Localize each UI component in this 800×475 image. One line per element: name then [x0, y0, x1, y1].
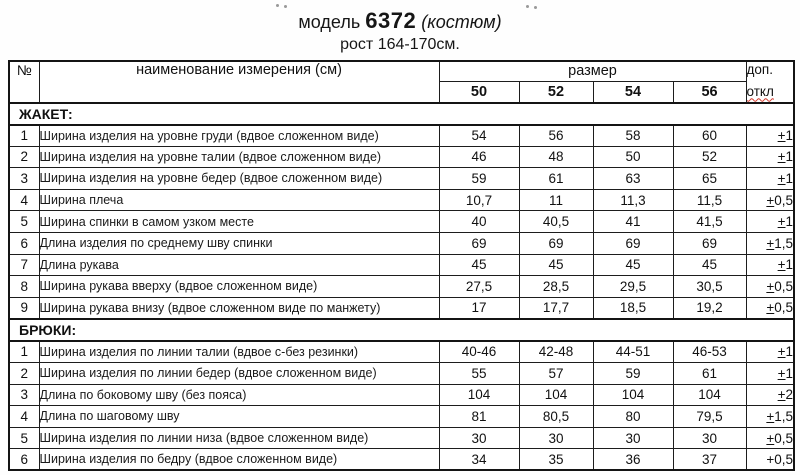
title-suffix: (костюм) [421, 12, 502, 32]
row-measurement-name: Длина по боковому шву (без пояса) [39, 384, 439, 406]
row-value-size-52: 30 [519, 427, 593, 449]
row-deviation: +1,5 [746, 232, 794, 254]
scan-artifact-dot [526, 5, 529, 8]
col-header-deviation [746, 61, 794, 103]
row-value-size-50: 81 [439, 406, 519, 428]
row-number: 3 [9, 168, 39, 190]
col-header-size-54: 54 [593, 82, 673, 103]
row-number: 9 [9, 297, 39, 319]
title-line [298, 8, 502, 33]
table-header [9, 61, 794, 103]
row-value-size-54: 45 [593, 254, 673, 276]
col-header-size-56: 56 [673, 82, 746, 103]
row-measurement-name: Ширина изделия на уровне груди (вдвое сложенном виде) [39, 125, 439, 147]
row-value-size-54: 30 [593, 427, 673, 449]
row-value-size-52: 48 [519, 146, 593, 168]
table-row [9, 406, 794, 428]
row-deviation: +1 [746, 254, 794, 276]
row-deviation: +0,5 [746, 427, 794, 449]
row-deviation: +0,5 [746, 189, 794, 211]
row-measurement-name: Ширина изделия на уровне талии (вдвое сложенном виде) [39, 146, 439, 168]
row-value-size-54: 104 [593, 384, 673, 406]
row-value-size-56: 37 [673, 449, 746, 471]
title-model-number: 6372 [365, 8, 417, 33]
row-number: 5 [9, 211, 39, 233]
row-number: 3 [9, 384, 39, 406]
row-number: 1 [9, 125, 39, 147]
measurements-body [9, 103, 794, 471]
row-value-size-54: 69 [593, 232, 673, 254]
row-deviation: +1 [746, 168, 794, 190]
col-header-size-52: 52 [519, 82, 593, 103]
row-number: 2 [9, 362, 39, 384]
row-number: 2 [9, 146, 39, 168]
table-row [9, 189, 794, 211]
row-value-size-56: 11,5 [673, 189, 746, 211]
row-value-size-50: 104 [439, 384, 519, 406]
row-deviation: +0,5 [746, 276, 794, 298]
row-value-size-52: 61 [519, 168, 593, 190]
row-value-size-50: 17 [439, 297, 519, 319]
row-value-size-52: 17,7 [519, 297, 593, 319]
row-value-size-54: 80 [593, 406, 673, 428]
row-value-size-52: 57 [519, 362, 593, 384]
table-row [9, 449, 794, 471]
measurements-table [8, 60, 795, 472]
row-value-size-50: 34 [439, 449, 519, 471]
row-deviation: +1 [746, 362, 794, 384]
row-value-size-52: 45 [519, 254, 593, 276]
scan-artifact-dot [534, 6, 537, 9]
row-number: 4 [9, 406, 39, 428]
row-value-size-52: 69 [519, 232, 593, 254]
row-value-size-56: 104 [673, 384, 746, 406]
row-deviation: +0,5 [746, 297, 794, 319]
row-value-size-52: 28,5 [519, 276, 593, 298]
row-value-size-56: 60 [673, 125, 746, 147]
row-deviation: +0,5 [746, 449, 794, 471]
row-value-size-50: 30 [439, 427, 519, 449]
row-measurement-name: Ширина изделия по линии талии (вдвое с-без резинки) [39, 341, 439, 363]
section-row [9, 319, 794, 341]
row-deviation: +1 [746, 211, 794, 233]
row-value-size-50: 45 [439, 254, 519, 276]
row-number: 4 [9, 189, 39, 211]
row-value-size-56: 79,5 [673, 406, 746, 428]
row-value-size-50: 54 [439, 125, 519, 147]
row-value-size-50: 46 [439, 146, 519, 168]
row-value-size-54: 41 [593, 211, 673, 233]
table-row [9, 146, 794, 168]
row-value-size-56: 52 [673, 146, 746, 168]
row-deviation: +1 [746, 146, 794, 168]
row-value-size-50: 59 [439, 168, 519, 190]
table-row [9, 341, 794, 363]
page-subtitle: рост 164-170см. [340, 35, 460, 53]
table-row [9, 125, 794, 147]
row-value-size-50: 69 [439, 232, 519, 254]
row-measurement-name: Длина по шаговому шву [39, 406, 439, 428]
row-value-size-54: 50 [593, 146, 673, 168]
row-value-size-54: 63 [593, 168, 673, 190]
row-value-size-56: 30 [673, 427, 746, 449]
row-deviation: +1 [746, 125, 794, 147]
col-header-size-50: 50 [439, 82, 519, 103]
row-number: 6 [9, 232, 39, 254]
row-value-size-50: 27,5 [439, 276, 519, 298]
row-measurement-name: Ширина изделия по линии бедер (вдвое сложенном виде) [39, 362, 439, 384]
table-row [9, 211, 794, 233]
table-row [9, 362, 794, 384]
scan-artifact-dot [276, 4, 279, 7]
table-row [9, 232, 794, 254]
row-measurement-name: Длина изделия по среднему шву спинки [39, 232, 439, 254]
table-row [9, 254, 794, 276]
col-header-number: № [9, 61, 39, 103]
row-value-size-56: 41,5 [673, 211, 746, 233]
row-number: 5 [9, 427, 39, 449]
row-value-size-54: 11,3 [593, 189, 673, 211]
section-row [9, 103, 794, 125]
col-header-size-group: размер [439, 61, 746, 82]
table-row [9, 168, 794, 190]
scan-artifact-dot [284, 5, 287, 8]
deviation-header-line1: доп. [746, 61, 773, 77]
row-value-size-54: 36 [593, 449, 673, 471]
section-label: ЖАКЕТ: [9, 103, 794, 125]
row-deviation: +1 [746, 341, 794, 363]
row-value-size-50: 10,7 [439, 189, 519, 211]
row-deviation: +2 [746, 384, 794, 406]
row-number: 8 [9, 276, 39, 298]
table-row [9, 276, 794, 298]
row-value-size-50: 40-46 [439, 341, 519, 363]
row-value-size-50: 40 [439, 211, 519, 233]
row-value-size-56: 46-53 [673, 341, 746, 363]
col-header-name: наименование измерения (см) [39, 61, 439, 103]
row-value-size-56: 61 [673, 362, 746, 384]
row-value-size-52: 40,5 [519, 211, 593, 233]
row-measurement-name: Ширина изделия на уровне бедер (вдвое сложенном виде) [39, 168, 439, 190]
row-value-size-52: 104 [519, 384, 593, 406]
table-row [9, 384, 794, 406]
row-measurement-name: Ширина спинки в самом узком месте [39, 211, 439, 233]
row-measurement-name: Ширина изделия по линии низа (вдвое сложенном виде) [39, 427, 439, 449]
row-value-size-52: 11 [519, 189, 593, 211]
row-measurement-name: Ширина рукава внизу (вдвое сложенном виде по манжету) [39, 297, 439, 319]
row-number: 6 [9, 449, 39, 471]
row-value-size-54: 18,5 [593, 297, 673, 319]
row-value-size-56: 19,2 [673, 297, 746, 319]
row-value-size-56: 65 [673, 168, 746, 190]
row-value-size-52: 42-48 [519, 341, 593, 363]
row-value-size-52: 35 [519, 449, 593, 471]
row-value-size-52: 56 [519, 125, 593, 147]
row-value-size-52: 80,5 [519, 406, 593, 428]
table-row [9, 297, 794, 319]
page-title [0, 0, 800, 35]
row-number: 7 [9, 254, 39, 276]
row-measurement-name: Ширина изделия по бедру (вдвое сложенном виде) [39, 449, 439, 471]
row-value-size-54: 58 [593, 125, 673, 147]
deviation-header-line2: откл [746, 83, 774, 99]
row-measurement-name: Длина рукава [39, 254, 439, 276]
row-value-size-54: 44-51 [593, 341, 673, 363]
row-value-size-54: 59 [593, 362, 673, 384]
row-number: 1 [9, 341, 39, 363]
row-value-size-56: 45 [673, 254, 746, 276]
row-measurement-name: Ширина плеча [39, 189, 439, 211]
table-row [9, 427, 794, 449]
row-value-size-56: 69 [673, 232, 746, 254]
row-value-size-54: 29,5 [593, 276, 673, 298]
section-label: БРЮКИ: [9, 319, 794, 341]
row-value-size-50: 55 [439, 362, 519, 384]
title-prefix: модель [298, 12, 361, 32]
row-measurement-name: Ширина рукава вверху (вдвое сложенном виде) [39, 276, 439, 298]
row-value-size-56: 30,5 [673, 276, 746, 298]
row-deviation: +1,5 [746, 406, 794, 428]
